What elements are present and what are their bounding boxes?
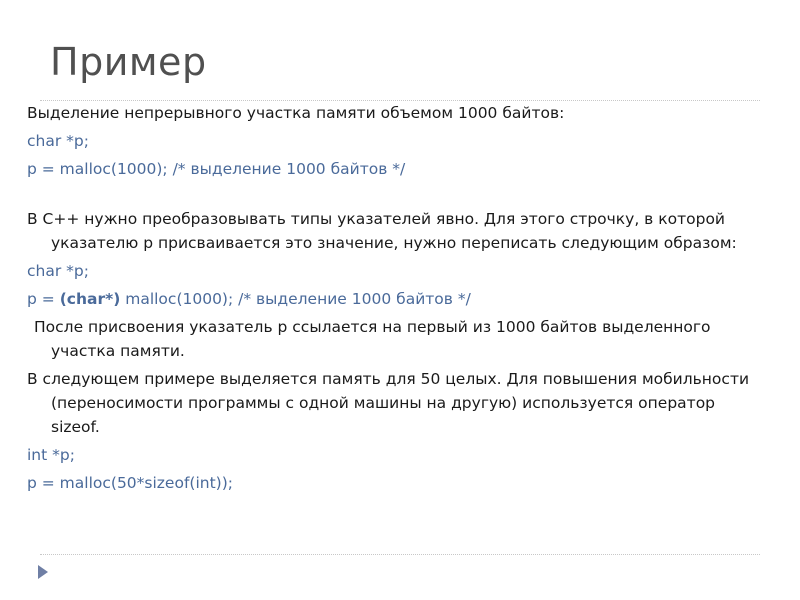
code-line-1: char *p; [27, 132, 89, 150]
code-line-3: char *p; [27, 262, 89, 280]
code-prefix: p = [27, 290, 60, 308]
code-cast: (char*) [59, 290, 121, 308]
body-line-3: После присвоения указатель p ссылается на первый из 1000 байтов выделенного участка памяти. [34, 318, 711, 360]
code-suffix: malloc(1000); /* выделение 1000 байтов */ [120, 290, 471, 308]
slide-title: Пример [50, 40, 207, 84]
play-triangle-icon [38, 565, 48, 579]
code-line-6: p = malloc(50*sizeof(int)); [27, 474, 233, 492]
body-line-4: В следующем примере выделяется память для 50 целых. Для повышения мобильности (переносимости программы с одной машины на другую) используется оператор sizeof. [27, 370, 750, 436]
body-line-1: Выделение непрерывного участка памяти объемом 1000 байтов: [27, 104, 565, 122]
slide-body [27, 101, 767, 497]
code-line-2: p = malloc(1000); /* выделение 1000 байтов */ [27, 160, 406, 178]
code-line-5: int *p; [27, 446, 75, 464]
bottom-divider [40, 554, 760, 555]
body-line-2: В C++ нужно преобразовывать типы указателей явно. Для этого строчку, в которой указателю p присваивается это значение, нужно переписать следующим образом: [27, 210, 737, 252]
code-line-4 [27, 285, 767, 313]
spacer [27, 183, 767, 205]
